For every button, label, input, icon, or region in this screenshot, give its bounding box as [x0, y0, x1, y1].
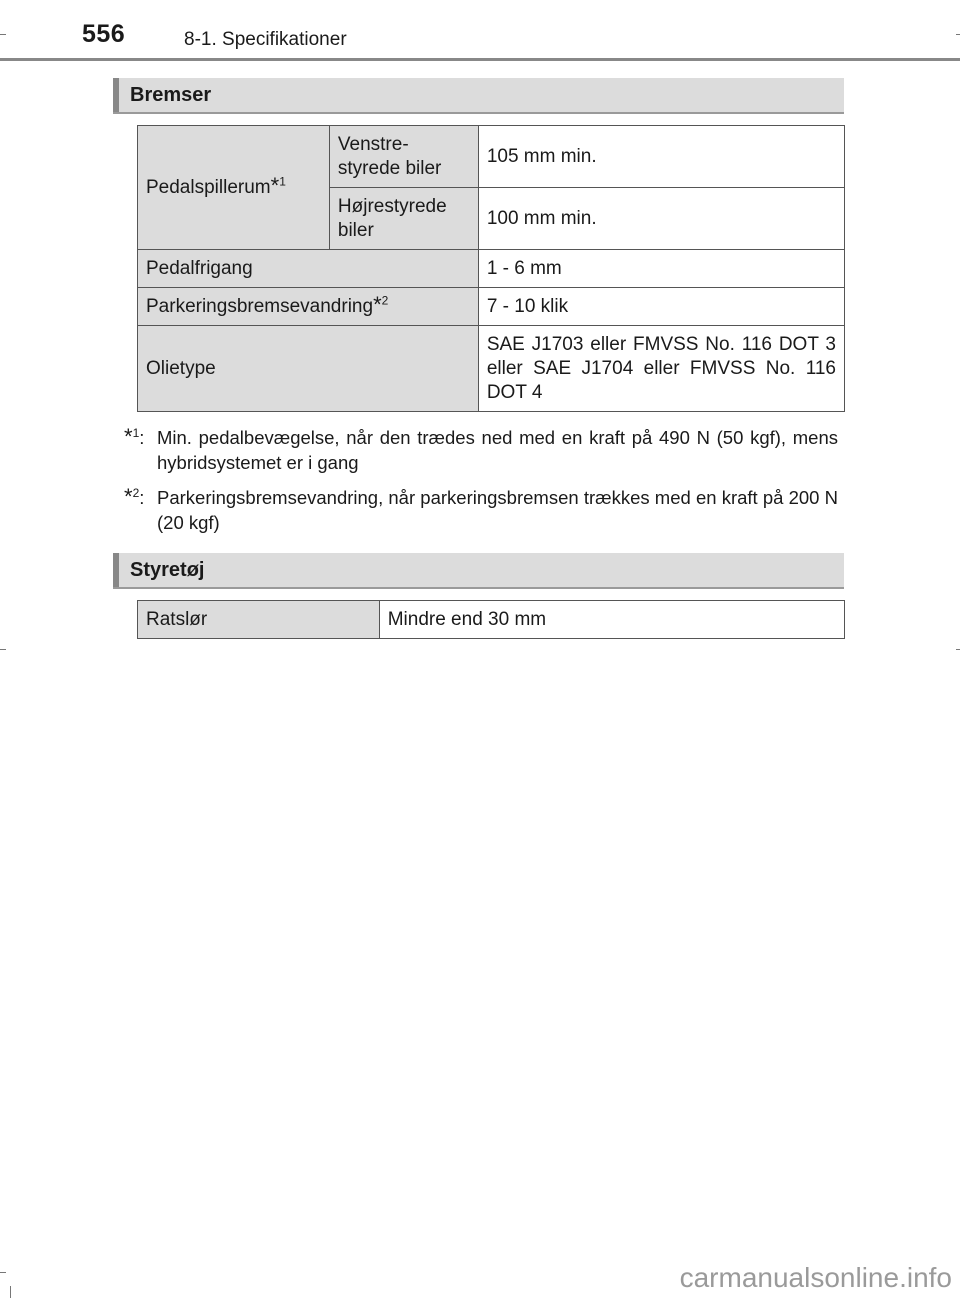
footnote-2 [124, 485, 838, 535]
parking-travel-value-cell [478, 288, 844, 326]
table-row [138, 326, 845, 412]
section-heading-brakes [113, 78, 844, 114]
table-row [138, 601, 845, 639]
lhd-label-cell [329, 126, 478, 188]
crop-mark-bottom-tick-left [10, 1286, 11, 1298]
fluid-type-value: SAE J1703 eller FMVSS No. 116 DOT 3 eller SAE J1704 eller FMVSS No. 116 DOT 4 [486, 333, 836, 403]
footer-watermark: carmanualsonline.info [679, 1262, 952, 1293]
pedal-clearance-label-cell [138, 126, 330, 250]
brakes-spec-table [137, 125, 845, 412]
parking-travel-value: 7 - 10 klik [486, 295, 569, 317]
crop-mark-mid-left [0, 649, 6, 650]
parking-travel-label: Parkeringsbremsevandring [146, 295, 374, 317]
footnote-number: 2 [132, 485, 140, 500]
footnote-text: Parkeringsbremsevandring, når parkeringsbremsen trækkes med en kraft på 200 N (20 kgf) [157, 487, 838, 533]
footnote-ref-star: * [373, 291, 382, 317]
section-heading-text: Bremser [130, 84, 212, 106]
crop-mark-mid-right [956, 649, 960, 650]
footnote-ref-number: 2 [381, 293, 389, 308]
pedal-freeplay-label: Pedalfrigang [146, 257, 253, 279]
footnote-marker: *$^1$: [124, 424, 145, 449]
footnote-ref-number: 1 [279, 174, 286, 189]
fluid-type-label-cell [138, 326, 479, 412]
fluid-type-label: Olietype [146, 357, 216, 379]
steering-play-value-cell [379, 601, 844, 639]
rhd-label: Højrestyrede biler [337, 195, 447, 241]
footnote-1 [124, 425, 838, 475]
table-row [138, 126, 845, 188]
crop-mark-top-right [956, 34, 960, 35]
fluid-type-value-cell [478, 326, 844, 412]
rhd-label-cell [329, 188, 478, 250]
chapter-title: 8-1. Specifikationer [184, 29, 347, 50]
steering-play-label: Ratslør [146, 608, 208, 630]
pedal-freeplay-value-cell [478, 250, 844, 288]
section-heading-text: Styretøj [130, 559, 205, 581]
crop-mark-top-left [0, 34, 6, 35]
section-heading-bar [113, 553, 119, 587]
table-row [138, 250, 845, 288]
page-number: 556 [82, 20, 126, 48]
section-heading-steering [113, 553, 844, 589]
steering-play-label-cell [138, 601, 380, 639]
footnote-star: * [124, 424, 133, 449]
parking-travel-label-cell [138, 288, 479, 326]
footnote-number: 1 [132, 425, 140, 440]
header-rule [0, 58, 960, 61]
footnote-star: * [124, 484, 133, 509]
pedal-clearance-label: Pedalspillerum [146, 176, 271, 198]
pedal-freeplay-value: 1 - 6 mm [486, 257, 562, 279]
steering-spec-table [137, 600, 845, 639]
table-row [138, 288, 845, 326]
crop-mark-bottom-left [0, 1272, 6, 1273]
footnote-text: Min. pedalbevægelse, når den trædes ned med en kraft på 490 N (50 kgf), mens hybridsystemet er i gang [157, 427, 838, 473]
footnote-marker: *$^2$: [124, 484, 145, 509]
section-heading-bar [113, 78, 119, 112]
pedal-freeplay-label-cell [138, 250, 479, 288]
footnote-ref-star: * [270, 172, 280, 198]
rhd-value-cell [478, 188, 844, 250]
lhd-value: 105 mm min. [486, 145, 597, 167]
rhd-value: 100 mm min. [486, 207, 597, 229]
lhd-label: Venstre-styrede biler [337, 133, 442, 179]
steering-play-value: Mindre end 30 mm [387, 608, 547, 630]
lhd-value-cell [478, 126, 844, 188]
